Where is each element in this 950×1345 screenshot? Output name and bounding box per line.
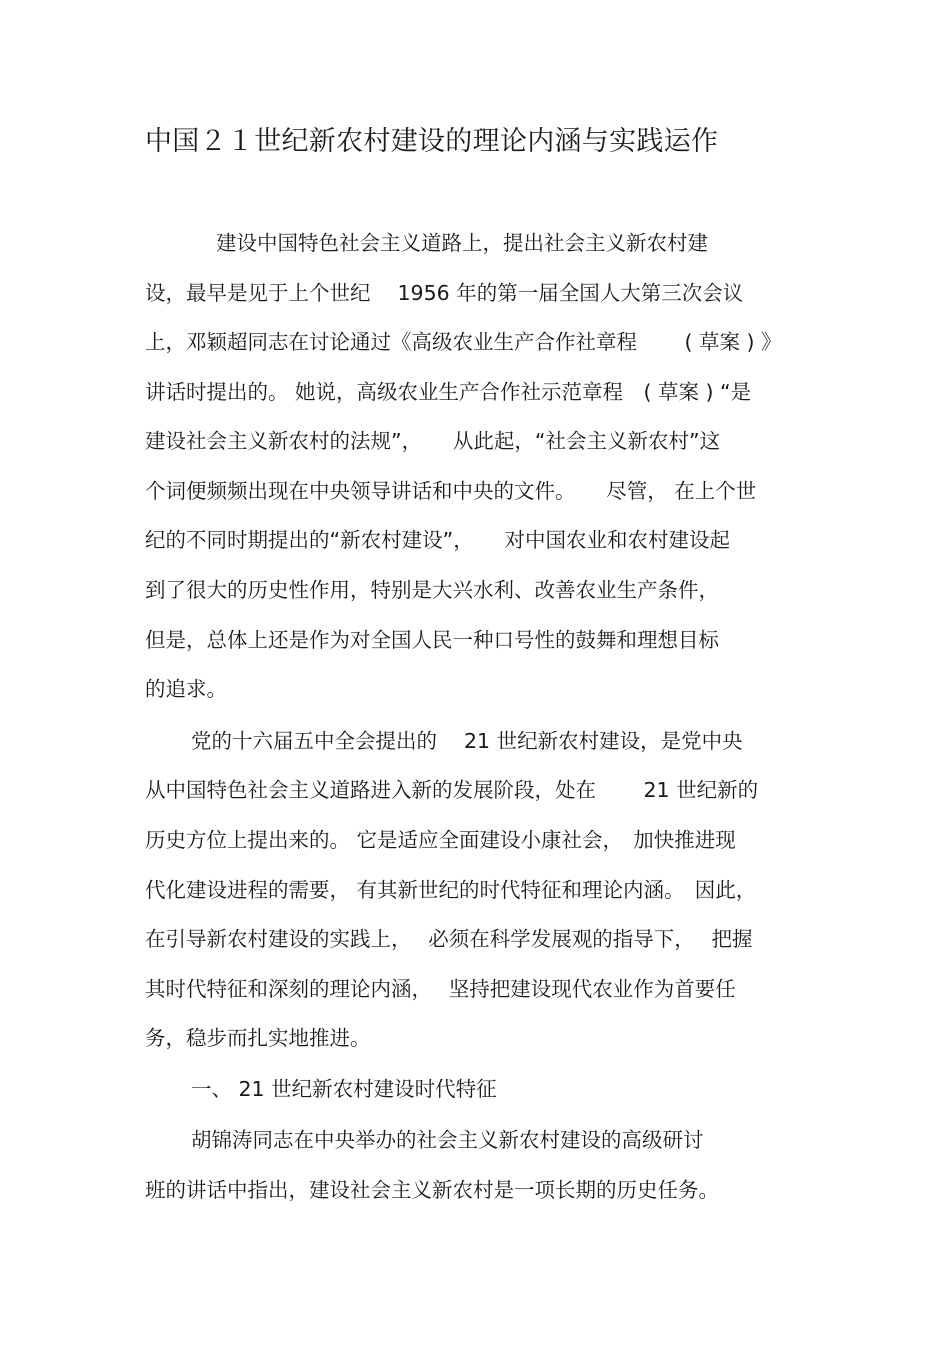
- paragraph-line: 代化建设进程的需要， 有其新世纪的时代特征和理论内涵。 因此，: [145, 878, 757, 902]
- paragraph-line: 讲话时提出的。 她说，高级农业生产合作社示范章程 ( 草案 ) “是: [145, 380, 752, 404]
- paragraph-line: 其时代特征和深刻的理论内涵， 坚持把建设现代农业作为首要任: [145, 977, 736, 1001]
- paragraph-line: 的追求。: [145, 677, 227, 701]
- paragraph-line: 设，最早是见于上个世纪 1956 年的第一届全国人大第三次会议: [145, 281, 744, 305]
- document-title: 中国２１世纪新农村建设的理论内涵与实践运作: [145, 126, 719, 157]
- section-heading: 一、 21 世纪新农村建设时代特征: [191, 1077, 497, 1101]
- paragraph-line: 到了很大的历史性作用，特别是大兴水利、改善农业生产条件，: [145, 578, 719, 602]
- paragraph-line: 胡锦涛同志在中央举办的社会主义新农村建设的高级研讨: [191, 1128, 704, 1152]
- paragraph-line: 纪的不同时期提出的“新农村建设”， 对中国农业和农村建设起: [145, 528, 730, 552]
- paragraph-line: 上，邓颖超同志在讨论通过《高级农业生产合作社章程 ( 草案 ) 》: [145, 330, 782, 354]
- paragraph-line: 党的十六届五中全会提出的 21 世纪新农村建设，是党中央: [191, 729, 743, 753]
- paragraph-line: 班的讲话中指出，建设社会主义新农村是一项长期的历史任务。: [145, 1178, 719, 1202]
- paragraph-line: 从中国特色社会主义道路进入新的发展阶段，处在 21 世纪新的: [145, 778, 759, 802]
- paragraph-line: 建设中国特色社会主义道路上，提出社会主义新农村建: [216, 231, 708, 255]
- paragraph-line: 建设社会主义新农村的法规”， 从此起，“社会主义新农村”这: [145, 429, 721, 453]
- paragraph-line: 在引导新农村建设的实践上， 必须在科学发展观的指导下， 把握: [145, 927, 753, 951]
- paragraph-line: 务，稳步而扎实地推进。: [145, 1026, 371, 1050]
- paragraph-line: 但是，总体上还是作为对全国人民一种口号性的鼓舞和理想目标: [145, 628, 719, 652]
- paragraph-line: 个词便频频出现在中央领导讲话和中央的文件。 尽管， 在上个世: [145, 479, 757, 503]
- paragraph-line: 历史方位上提出来的。 它是适应全面建设小康社会， 加快推进现: [145, 828, 736, 852]
